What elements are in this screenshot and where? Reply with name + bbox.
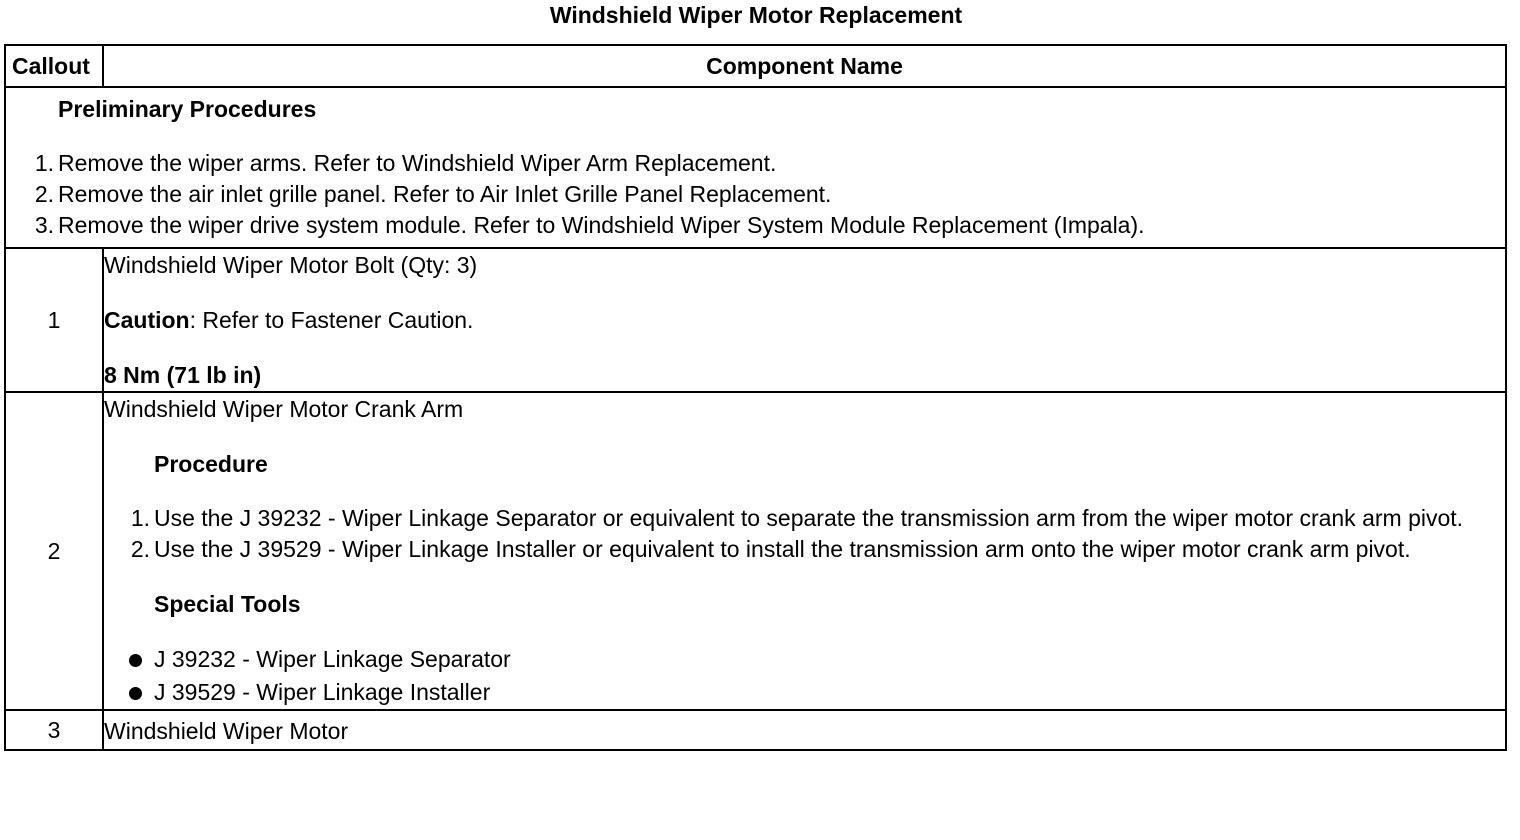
step-number: 1. bbox=[34, 150, 54, 176]
caution-note bbox=[104, 304, 1505, 336]
step-number: 2. bbox=[34, 181, 54, 207]
component-name: Windshield Wiper Motor bbox=[104, 718, 349, 744]
bullet-icon bbox=[104, 676, 154, 709]
bullet-icon bbox=[104, 643, 154, 676]
component-cell bbox=[103, 248, 1506, 392]
list-item bbox=[18, 210, 1495, 241]
table-row bbox=[5, 248, 1506, 392]
list-item bbox=[104, 503, 1505, 534]
step-text: Use the J 39529 - Wiper Linkage Installer or equivalent to install the transmission arm onto the wiper motor crank arm pivot. bbox=[154, 536, 1411, 562]
component-column-header: Component Name bbox=[103, 45, 1506, 87]
table-row bbox=[5, 392, 1506, 710]
preliminary-procedures-cell bbox=[5, 87, 1506, 248]
step-text: Remove the air inlet grille panel. Refer to Air Inlet Grille Panel Replacement. bbox=[58, 181, 832, 207]
preliminary-procedures-row bbox=[5, 87, 1506, 248]
component-name: Windshield Wiper Motor Bolt (Qty: 3) bbox=[104, 252, 478, 278]
tool-name: J 39232 - Wiper Linkage Separator bbox=[154, 646, 511, 672]
list-item bbox=[104, 676, 1505, 709]
component-cell bbox=[103, 710, 1506, 750]
component-name: Windshield Wiper Motor Crank Arm bbox=[104, 396, 464, 422]
torque-spec: 8 Nm (71 lb in) bbox=[104, 362, 262, 388]
document-title: Windshield Wiper Motor Replacement bbox=[549, 2, 963, 28]
step-number: 3. bbox=[34, 212, 54, 238]
caution-label: Caution bbox=[104, 307, 190, 333]
step-text: Remove the wiper arms. Refer to Windshield Wiper Arm Replacement. bbox=[58, 150, 777, 176]
step-text: Use the J 39232 - Wiper Linkage Separator or equivalent to separate the transmission arm from the wiper motor crank arm pivot. bbox=[154, 505, 1464, 531]
list-item bbox=[18, 179, 1495, 210]
tool-name: J 39529 - Wiper Linkage Installer bbox=[154, 679, 491, 705]
callout-column-header: Callout bbox=[5, 45, 103, 87]
callout-number: 1 bbox=[5, 248, 103, 392]
step-number: 1. bbox=[130, 505, 150, 531]
callout-number: 2 bbox=[5, 392, 103, 710]
step-number: 2. bbox=[130, 536, 150, 562]
callout-number: 3 bbox=[5, 710, 103, 750]
component-cell bbox=[103, 392, 1506, 710]
list-item bbox=[104, 534, 1505, 565]
procedure-heading: Procedure bbox=[154, 451, 268, 477]
list-item bbox=[18, 148, 1495, 179]
list-item bbox=[104, 643, 1505, 676]
step-text: Remove the wiper drive system module. Refer to Windshield Wiper System Module Replacement (Impala). bbox=[58, 212, 1145, 238]
table-header-row bbox=[5, 45, 1506, 87]
special-tools-heading: Special Tools bbox=[154, 591, 301, 617]
table-row bbox=[5, 710, 1506, 750]
caution-text: : Refer to Fastener Caution. bbox=[189, 307, 474, 333]
procedure-table bbox=[4, 44, 1507, 751]
preliminary-procedures-heading: Preliminary Procedures bbox=[58, 96, 317, 122]
